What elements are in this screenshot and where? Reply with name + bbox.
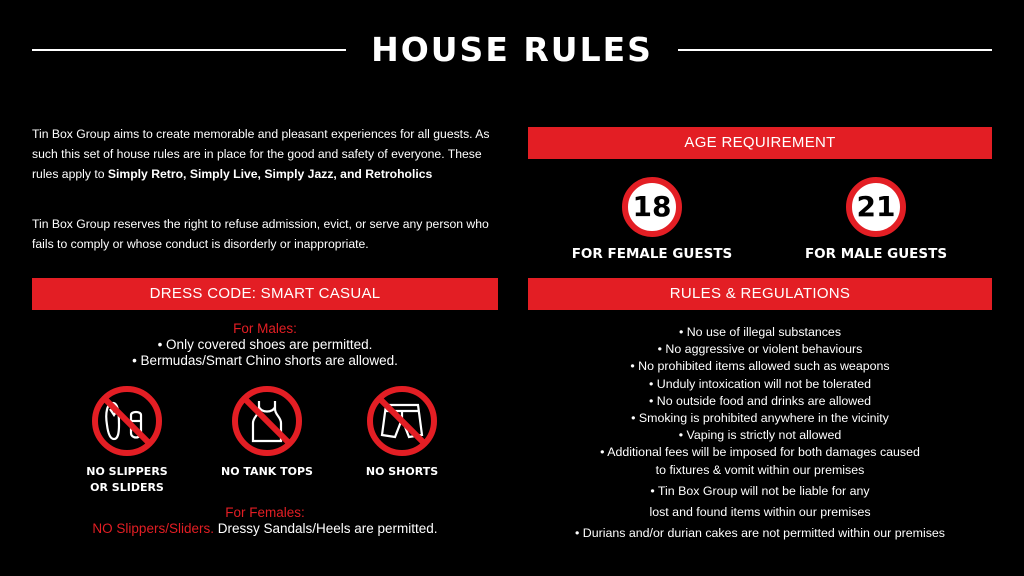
intro-paragraph-1 <box>32 124 498 184</box>
rules-banner: RULES & REGULATIONS <box>528 278 992 310</box>
females-rule-allowance: Dressy Sandals/Heels are permitted. <box>213 521 438 536</box>
males-heading: For Males: <box>233 321 297 336</box>
rule-item: • Additional fees will be imposed for both damages caused <box>600 445 920 460</box>
no-slippers-label-line-1: NO SLIPPERS <box>86 465 168 478</box>
males-rule-2: • Bermudas/Smart Chino shorts are allowed. <box>132 353 398 368</box>
rule-item: • Durians and/or durian cakes are not permitted within our premises <box>574 526 946 541</box>
rule-item: • Vaping is strictly not allowed <box>678 428 842 443</box>
males-rule-1: • Only covered shoes are permitted. <box>157 337 373 352</box>
no-slippers-label-line-2: OR SLIDERS <box>90 481 164 494</box>
no-slippers-label <box>67 464 187 496</box>
rule-item: to fixtures & vomit within our premises <box>655 462 865 477</box>
rule-item: • No outside food and drinks are allowed <box>649 393 871 408</box>
age-requirement-banner: AGE REQUIREMENT <box>528 127 992 159</box>
rule-item: • Smoking is prohibited anywhere in the vicinity <box>631 411 889 426</box>
rule-item: lost and found items within our premises <box>649 505 871 520</box>
no-shorts-sign <box>366 385 438 457</box>
rule-item: • Unduly intoxication will not be tolerated <box>649 376 871 391</box>
male-age-badge: 21 <box>846 177 906 237</box>
rules-list <box>528 324 992 542</box>
no-tank-tops-label <box>207 464 327 480</box>
rule-item: • Tin Box Group will not be liable for any <box>650 483 870 498</box>
page-title: HOUSE RULES <box>371 30 653 69</box>
intro-text: Tin Box Group aims to create memorable and pleasant experiences for all guests. As such this set of house rules are in place for the good and safety of everyone. These rules apply to <box>32 127 490 181</box>
females-rule <box>32 520 498 537</box>
rule-item: • No use of illegal substances <box>678 325 842 339</box>
no-tank-tops-label-line-1: NO TANK TOPS <box>221 465 313 478</box>
females-heading: For Females: <box>225 505 305 520</box>
intro-paragraph-2: Tin Box Group reserves the right to refuse admission, evict, or serve any person who fails to comply or whose conduct is disorderly or inappropriate. <box>32 217 489 251</box>
no-tank-tops-sign <box>231 385 303 457</box>
rule-item: • No prohibited items allowed such as weapons <box>630 359 890 374</box>
no-slippers-sign <box>91 385 163 457</box>
header-rule-right <box>678 49 992 51</box>
intro-venues: Simply Retro, Simply Live, Simply Jazz, and Retroholics <box>107 167 433 181</box>
females-rule-restriction: NO Slippers/Sliders. <box>92 521 214 536</box>
no-shorts-label <box>342 464 462 480</box>
male-age-label: FOR MALE GUESTS <box>804 246 948 262</box>
female-age-badge: 18 <box>622 177 682 237</box>
dress-code-banner: DRESS CODE: SMART CASUAL <box>32 278 498 310</box>
no-shorts-label-line-1: NO SHORTS <box>365 465 439 478</box>
rule-item: • No aggressive or violent behaviours <box>657 342 863 357</box>
female-age-label: FOR FEMALE GUESTS <box>571 246 733 262</box>
